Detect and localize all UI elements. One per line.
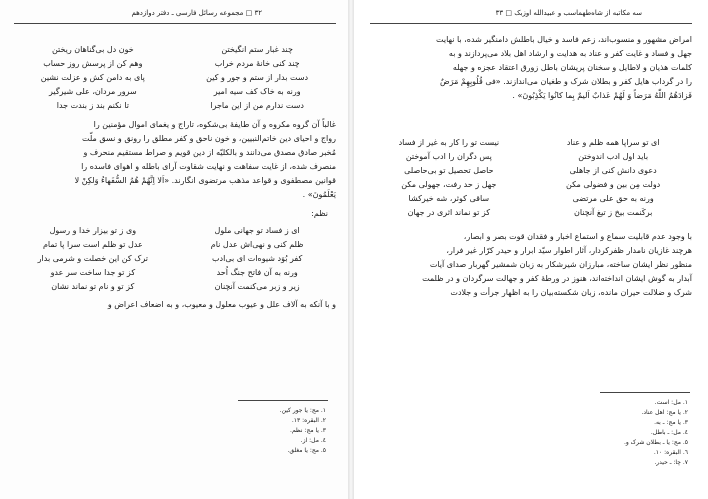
hemistich-first: دولت مِن بین و فضولی مکن [566, 180, 661, 189]
hemistich-second: پای به دامن کش و عزلت نشین [40, 73, 145, 82]
text-line: فَزادَهُمُ اللّٰهُ مَرَضاً وَ لَهُمْ عَذابٌ اَلیمٌ بِما کانُوا یَکْذِبُونَ» . [512, 91, 692, 100]
footnote: ٦. البقره: ١٠. [653, 449, 688, 456]
text-line: را در گرداب هایل کفر و بطلان شرک و طغیان می‌اندازند. «فی قُلُوبِهِمْ مَرَضٌ [440, 77, 692, 86]
footnote: ٤. مل: از. [300, 437, 326, 444]
footnote: ٤. مل: ـ باطل. [650, 429, 688, 436]
text-line: یَعْلَمُونَ» . [302, 190, 336, 199]
footnote: ١. مج: یا جور کین. [279, 407, 326, 414]
left-closing-line [14, 298, 336, 312]
left-poem [20, 224, 330, 294]
verse-line [20, 99, 330, 113]
left-footnotes [280, 406, 326, 456]
left-page [0, 0, 348, 499]
footnote: ٧. چا: ـ حیدر. [654, 459, 688, 466]
footnote: ٥. مج: یا ـ بطلان شرک و. [623, 439, 688, 446]
footnote-rule [238, 400, 328, 401]
hemistich-first: زیر و زبر می‌کنمت آنچنان [214, 282, 300, 291]
text-line: رواج و احیای دین خاتم‌النبیین، و خون ناحق و کفر مطلق را رونق و نسق ملّت [82, 134, 336, 143]
left-body-paragraph [14, 118, 336, 202]
hemistich-second: پس دگران را ادب آموختن [405, 152, 492, 161]
text-line: جهل و فساد و غایت کفر و عناد به هدایت و ارشاد اهل بلاد می‌پردازند و به [448, 49, 692, 58]
hemistich-first: ورنه به آن فاتح جنگ اُحد [216, 268, 298, 277]
verse-line [20, 266, 330, 280]
text-line: کلمات هذیان و لاطایل و سخنان پریشان باطل زورق اعتقاد عجزه و جهله [452, 63, 692, 72]
right-closing-paragraph [370, 230, 692, 300]
footnote: ٢. یا مج: اهل عناد. [641, 409, 688, 416]
text-line: با وجود عدم قابلیت سماع و استماع اخبار و فقدان قوت بصر و ابصار، [463, 232, 692, 241]
hemistich-second: جهل ز حد رفت، جهولی مکن [401, 180, 497, 189]
right-page-header: سه مکاتبه از شاه‌طهماسب و عبیدالله اوزبک □ ٣٣ [495, 9, 642, 17]
text-line: غالباً آن گروه مکروه و آن طایفهٔ بی‌شکوه، تاراج و یغمای اموال مؤمنین را [93, 120, 336, 129]
hemistich-second: سرور مردان، علی شیرگیر [49, 87, 137, 96]
hemistich-first: ورنه به حق علی مرتضی [572, 194, 654, 203]
right-header-rule [370, 23, 692, 24]
footnote: ٣. یا مج: نظم. [290, 427, 326, 434]
verse-line [376, 136, 686, 150]
verse-line [20, 71, 330, 85]
hemistich-second: وی ز تو بیزار خدا و رسول [49, 226, 137, 235]
verse-line [20, 280, 330, 294]
hemistich-first: ورنه به خاک کف سیه امیر [213, 87, 301, 96]
text-line: و با آنکه به آلاف علل و عیوب معلول و معیوب، و به اضعاف اعراض و [107, 300, 336, 309]
right-page [354, 0, 708, 499]
hemistich-first: کفر بُوَد شیوه‌ات ای بی‌ادب [212, 254, 303, 263]
footnote: ١. مل: است. [654, 399, 688, 406]
hemistich-first: دعوی دانش کنی از جاهلی [569, 166, 657, 175]
text-line: آبدار به گوش ایشان انداخته‌اند، هنوز در ورطهٔ کفر و جهالت سرگردان و در ظلمت [422, 274, 692, 283]
verse-line [376, 164, 686, 178]
verse-line [376, 192, 686, 206]
right-verses [376, 136, 686, 220]
verse-line [376, 150, 686, 164]
footnote: ٥. مج: یا مغلق. [287, 447, 326, 454]
text-line: امراض مشهور و منسوب‌اند، زعم فاسد و خیال باطلش دامنگیر شده، با نهایت [435, 35, 692, 44]
footnote: ٢. البقره: ١٣. [291, 417, 326, 424]
hemistich-second: عدل تو ظلم است سرا پا تمام [42, 240, 143, 249]
hemistich-first: چند غبار ستم انگیختن [221, 45, 293, 54]
right-footnotes [624, 398, 688, 468]
verse-line [376, 206, 686, 220]
verse-line [376, 178, 686, 192]
hemistich-first: برکَنمت بیخ ز تیغ آنچنان [573, 208, 653, 217]
right-body-paragraph [370, 33, 692, 103]
hemistich-first: ای تو سراپا همه ظلم و عناد [566, 138, 660, 147]
hemistich-first: باید اول ادب اندوختن [578, 152, 649, 161]
hemistich-first: دست بدار از ستم و جور و کین [206, 73, 309, 82]
hemistich-second: نیست تو را کار به غیر از فساد [398, 138, 500, 147]
verse-line [20, 252, 330, 266]
hemistich-second: وهم کن از پرسش روز حساب [43, 59, 143, 68]
hemistich-second: ترک کن این خصلت و شرمی بدار [37, 254, 148, 263]
hemistich-first: دست ندارم من از این ماجرا [210, 101, 304, 110]
text-line: هرچند غازیان نامدار ظفرکردار، آثار اطوار سیّد ابرار و حیدر کرّار غیر فرار، [446, 246, 692, 255]
footnote-rule [600, 392, 690, 393]
verse-line [20, 224, 330, 238]
verse-line [20, 238, 330, 252]
text-line: مُخبر صادق مصدق می‌دانند و بالکلیّه از دین قویم و صراط مستقیم منحرف و [83, 148, 336, 157]
hemistich-second: تا نکنم بند ز بندت جدا [56, 101, 129, 110]
hemistich-second: کز تو نماند اثری در جهان [407, 208, 491, 217]
hemistich-first: چند کنی خانهٔ مردم خراب [214, 59, 300, 68]
hemistich-second: کز تو جدا ساخت سر عدو [50, 268, 136, 277]
hemistich-second: ساقی کوثر، شه خیرکشا [408, 194, 490, 203]
hemistich-first: ظلم کنی و نهی‌اش عدل نام [210, 240, 304, 249]
left-header-rule [14, 23, 336, 24]
left-page-header: ٣٢ □ مجموعه رسائل فارسی ـ دفتر دوازدهم [131, 9, 262, 17]
left-verses-top [20, 43, 330, 113]
text-line: منظور نظر ایشان ساخته، مبارزان شیرشکار به زبان شمشیر گهربار صدای آیات [429, 260, 692, 269]
footnote: ٣. یا مج: ـ به. [654, 419, 688, 426]
hemistich-second: کز تو و نام تو نماند نشان [51, 282, 135, 291]
verse-line [20, 85, 330, 99]
text-line: قوانین مصطفوی و قواعد مذهب مرتضوی انگارند. «اَلا اِنَّهُمْ هُمُ السُّفَهاءُ وَلکِنْ لا [74, 176, 336, 185]
text-line: منصرف شده، از غایت سفاهت و نهایت شقاوت آرای باطله و اهوای فاسده را [81, 162, 336, 171]
verse-line [20, 57, 330, 71]
text-line: شرک و ضلالت حیران مانده، زبان شکسته‌بیان را به اظهار جرأت و جلادت [450, 288, 692, 297]
hemistich-second: حاصل تحصیل تو بی‌حاصلی [404, 166, 494, 175]
hemistich-first: ای ز فساد تو جهانی ملول [214, 226, 300, 235]
poem-heading: نظم: [311, 209, 328, 218]
hemistich-second: خون دل بی‌گناهان ریختن [51, 45, 134, 54]
verse-line [20, 43, 330, 57]
